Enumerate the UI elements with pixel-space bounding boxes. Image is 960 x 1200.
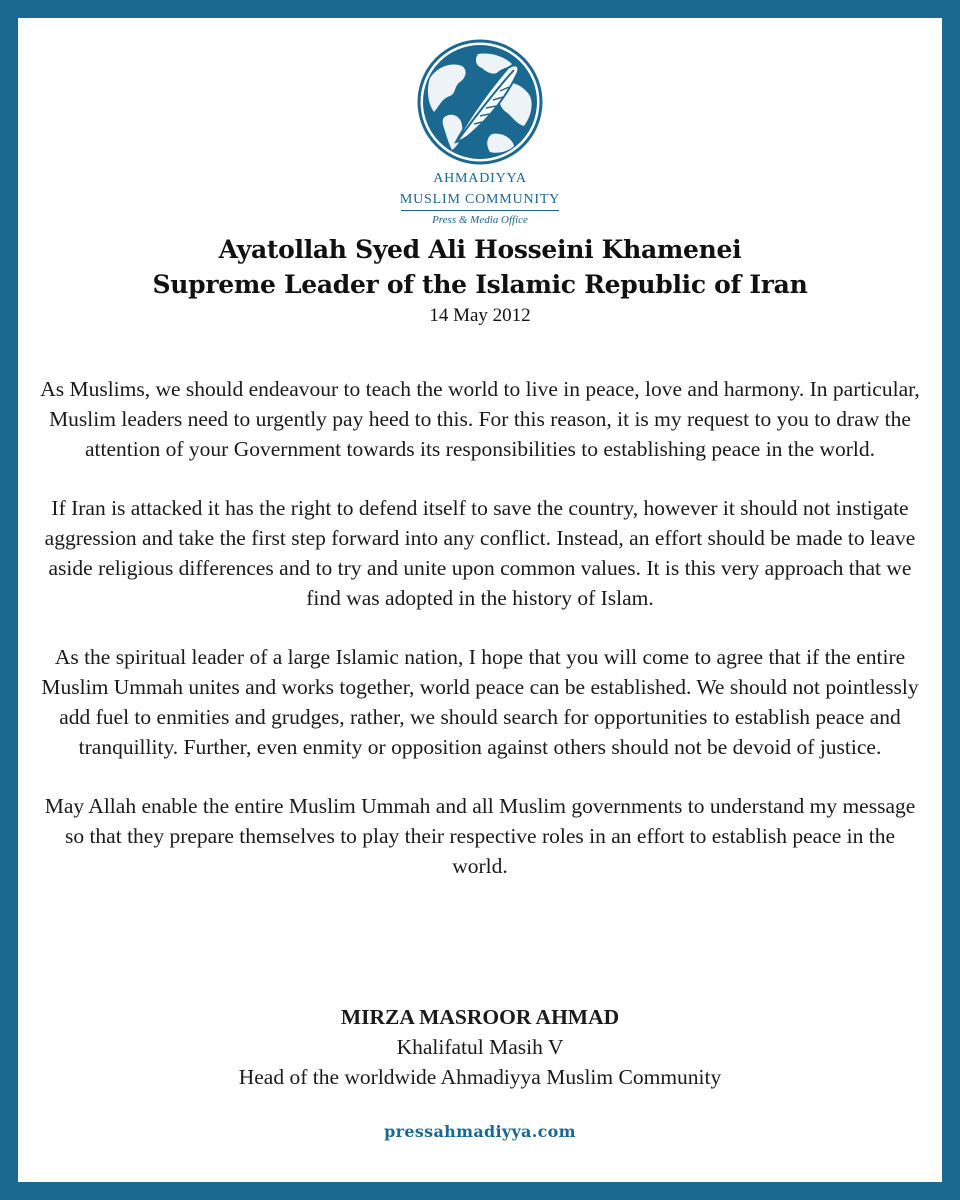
- signatory-title: Khalifatul Masih V: [396, 1035, 564, 1059]
- letter-paragraph: As the spiritual leader of a large Islamic nation, I hope that you will come to agree that if the entire Muslim Ummah unites and works together, world peace can be established. We should not pointlessly add fuel to enmities and grudges, rather, we should search for opportunities to establish peace and tranquillity. Further, even enmity or opposition against others should not be devoid of justice.: [41, 645, 919, 759]
- letter-heading: [18, 232, 942, 328]
- signature-block: [18, 1002, 942, 1092]
- organization-office: Press & Media Office: [432, 214, 528, 226]
- letter-paragraph: If Iran is attacked it has the right to defend itself to save the country, however it should not instigate aggression and take the first step forward into any conflict. Instead, an effort should be made to leave aside religious differences and to try and unite upon common values. It is this very approach that we find was adopted in the history of Islam.: [44, 496, 916, 610]
- letter-date: 14 May 2012: [429, 305, 531, 326]
- organization-name-line1: AHMADIYYA: [433, 171, 527, 186]
- signatory-name: MIRZA MASROOR AHMAD: [340, 1005, 620, 1029]
- signatory-role: Head of the worldwide Ahmadiyya Muslim Community: [238, 1065, 722, 1089]
- recipient-title: Supreme Leader of the Islamic Republic of Iran: [152, 270, 808, 299]
- logo-divider: [401, 210, 559, 211]
- organization-name-line2: MUSLIM COMMUNITY: [399, 192, 561, 207]
- organization-logo: [18, 38, 942, 227]
- letter-body: [18, 374, 942, 910]
- website-link[interactable]: pressahmadiyya.com: [384, 1122, 576, 1141]
- letter-paragraph: As Muslims, we should endeavour to teach the world to live in peace, love and harmony. In particular, Muslim leaders need to urgently pay heed to this. For this reason, it is my request to you to draw the attention of your Government towards its responsibilities to establishing peace in the world.: [40, 377, 920, 461]
- globe-quill-icon: [416, 38, 544, 166]
- letter-card: [18, 18, 942, 1182]
- letter-paragraph: May Allah enable the entire Muslim Ummah and all Muslim governments to understand my message so that they prepare themselves to play their respective roles in an effort to establish peace in the world.: [44, 794, 916, 878]
- recipient-name: Ayatollah Syed Ali Hosseini Khamenei: [218, 235, 742, 264]
